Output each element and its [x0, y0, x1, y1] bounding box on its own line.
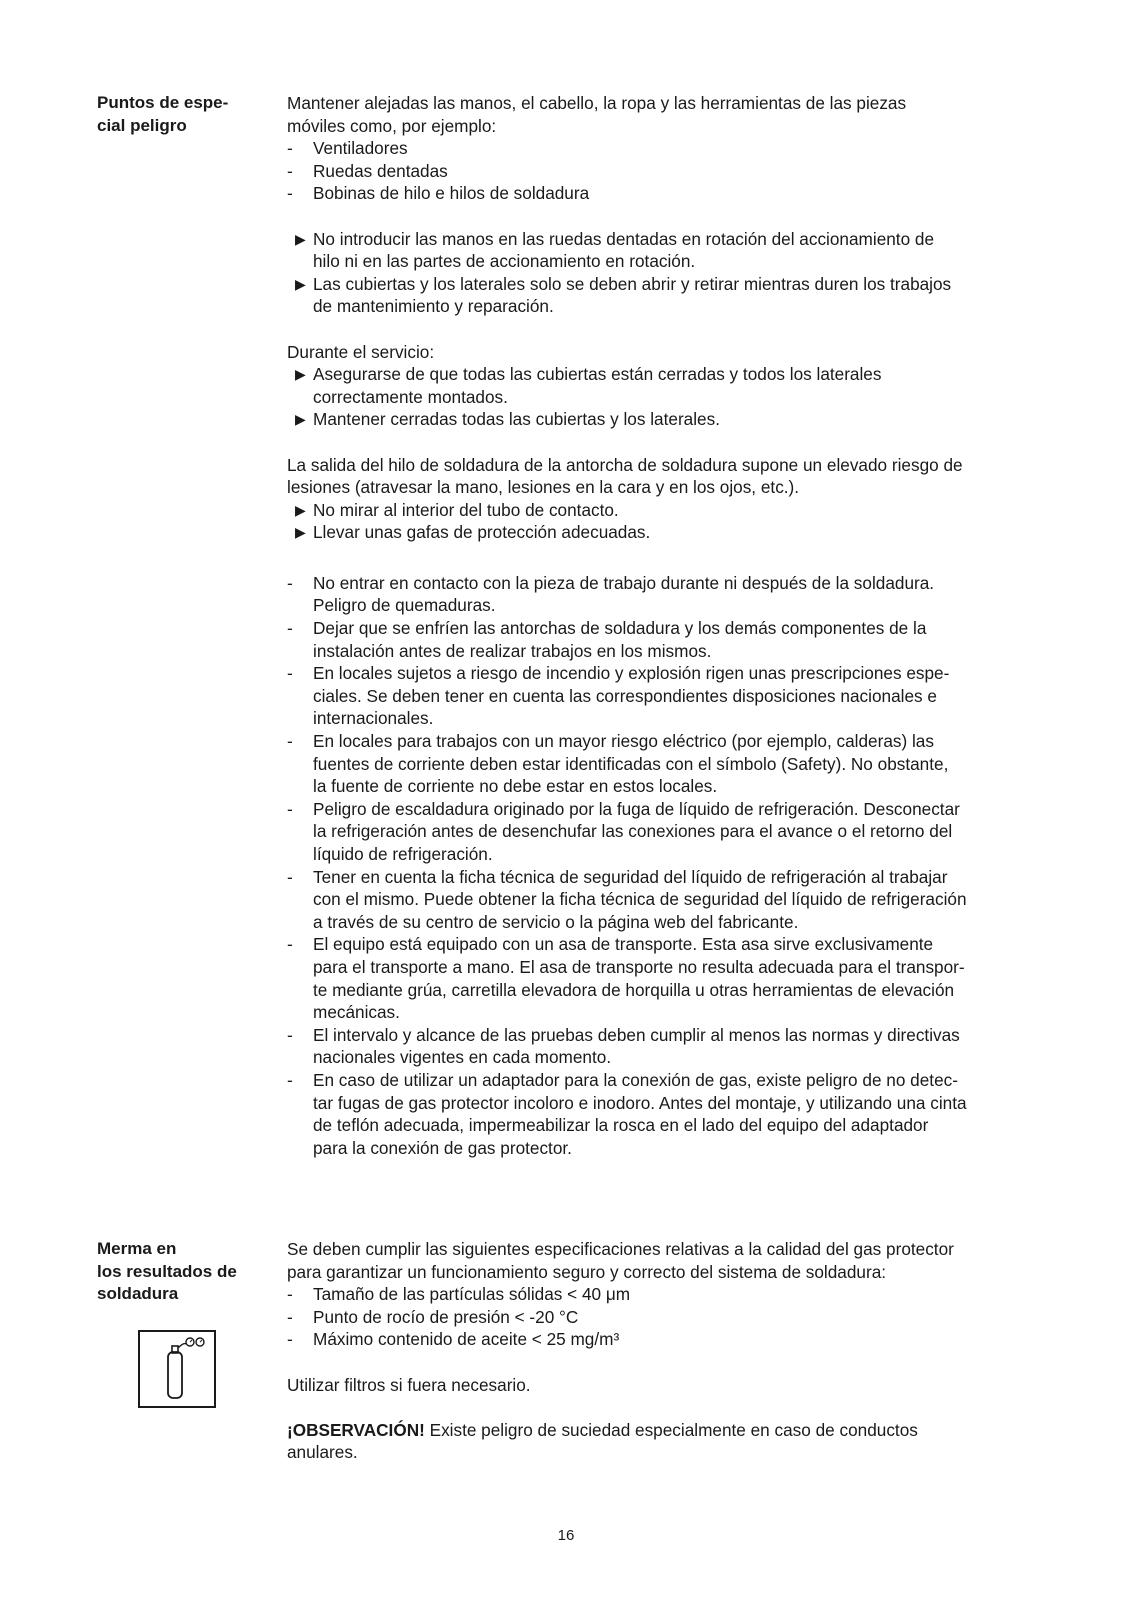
- observation-text: Existe peligro de suciedad especialmente en caso de conductos: [424, 1419, 918, 1440]
- label-line: Merma en: [97, 1239, 177, 1258]
- list-item: [287, 933, 1047, 1023]
- section-label-weld-quality: [97, 1238, 267, 1306]
- list-item-line: fuentes de corriente deben estar identificadas con el símbolo (Safety). No obstante,: [313, 753, 949, 774]
- instruction-line: ▶ Mantener cerradas todas las cubiertas y los laterales.: [313, 409, 720, 430]
- section-weld-quality: [287, 1238, 1047, 1464]
- paragraph-line: Mantener alejadas las manos, el cabello, la ropa y las herramientas de las piezas: [287, 93, 907, 113]
- instruction-item: [287, 499, 1047, 522]
- instruction-line: ▶ Las cubiertas y los laterales solo se deben abrir y retirar mientras duren los trabajos: [313, 273, 952, 294]
- list-item-line: - En caso de utilizar un adaptador para la conexión de gas, existe peligro de no detec-: [313, 1069, 958, 1090]
- list-item: [287, 866, 1047, 934]
- during-service-label: Durante el servicio:: [287, 341, 435, 362]
- list-item-line: - El intervalo y alcance de las pruebas deben cumplir al menos las normas y directivas: [313, 1024, 960, 1045]
- list-item-line: te mediante grúa, carretilla elevadora de horquilla u otras herramientas de elevación: [313, 979, 955, 1000]
- list-item-line: - Peligro de escaldadura originado por la fuga de líquido de refrigeración. Desconectar: [313, 798, 960, 819]
- list-item-line: - En locales sujetos a riesgo de incendio y explosión rigen unas prescripciones espe-: [313, 663, 950, 684]
- section-label-special-danger: [97, 92, 267, 137]
- observation-text: anulares.: [287, 1442, 358, 1463]
- list-item: - Bobinas de hilo e hilos de soldadura: [287, 182, 1047, 205]
- spec-item: - Tamaño de las partículas sólidas < 40 μm: [287, 1283, 1047, 1306]
- instruction-item: [287, 521, 1047, 544]
- instruction-line: correctamente montados.: [313, 386, 508, 407]
- label-line: los resultados de: [97, 1261, 237, 1281]
- list-item-line: - No entrar en contacto con la pieza de trabajo durante ni después de la soldadura.: [313, 572, 935, 593]
- list-item-line: a través de su centro de servicio o la página web del fabricante.: [313, 911, 799, 932]
- spec-item: - Máximo contenido de aceite < 25 mg/m³: [287, 1328, 1047, 1351]
- list-item: - Ventiladores: [287, 137, 1047, 160]
- list-item-line: para la conexión de gas protector.: [313, 1137, 572, 1158]
- list-item: - Ruedas dentadas: [287, 160, 1047, 183]
- instruction-line: ▶ Llevar unas gafas de protección adecuadas.: [313, 522, 651, 543]
- list-item-line: tar fugas de gas protector incoloro e inodoro. Antes del montaje, y utilizando una cinta: [313, 1092, 967, 1113]
- list-item-line: - En locales para trabajos con un mayor riesgo eléctrico (por ejemplo, calderas) las: [313, 731, 934, 752]
- paragraph-line: móviles como, por ejemplo:: [287, 115, 497, 136]
- list-item-line: - Tener en cuenta la ficha técnica de seguridad del líquido de refrigeración al trabajar: [313, 866, 948, 887]
- instruction-line: ▶ No mirar al interior del tubo de contacto.: [313, 499, 619, 520]
- label-line: cial peligro: [97, 115, 187, 135]
- list-item-line: de teflón adecuada, impermeabilizar la rosca en el lado del equipo del adaptador: [313, 1115, 929, 1136]
- list-item: [287, 798, 1047, 866]
- page-number: 16: [557, 1527, 575, 1544]
- spec-item: - Punto de rocío de presión < -20 °C: [287, 1306, 1047, 1329]
- instruction-line: hilo ni en las partes de accionamiento en rotación.: [313, 251, 696, 272]
- instruction-line: de mantenimiento y reparación.: [313, 296, 554, 317]
- list-item-line: instalación antes de realizar trabajos en los mismos.: [313, 640, 712, 661]
- section-special-danger: [287, 92, 1047, 1159]
- list-item-line: ciales. Se deben tener en cuenta las correspondientes disposiciones nacionales e: [313, 685, 937, 706]
- observation-label: ¡OBSERVACIÓN!: [287, 1419, 425, 1440]
- instruction-line: ▶ No introducir las manos en las ruedas dentadas en rotación del accionamiento de: [313, 228, 935, 249]
- label-line: Puntos de espe-: [97, 93, 229, 112]
- list-item-line: líquido de refrigeración.: [313, 844, 493, 864]
- observation-note: [287, 1419, 1047, 1442]
- instruction-item: [287, 228, 1047, 273]
- paragraph-line: Se deben cumplir las siguientes especificaciones relativas a la calidad del gas protector: [287, 1239, 954, 1259]
- list-item: [287, 572, 1047, 617]
- list-item-line: - El equipo está equipado con un asa de transporte. Esta asa sirve exclusivamente: [313, 934, 934, 955]
- list-item-line: - Dejar que se enfríen las antorchas de soldadura y los demás componentes de la: [313, 618, 927, 639]
- list-item-line: nacionales vigentes en cada momento.: [313, 1047, 612, 1068]
- list-item-line: mecánicas.: [313, 1002, 400, 1023]
- filters-note: Utilizar filtros si fuera necesario.: [287, 1374, 531, 1395]
- paragraph-line: La salida del hilo de soldadura de la antorcha de soldadura supone un elevado riesgo de: [287, 454, 963, 475]
- list-item: [287, 1069, 1047, 1159]
- list-item-line: internacionales.: [313, 708, 434, 729]
- instruction-item: [287, 363, 1047, 408]
- instruction-item: [287, 273, 1047, 318]
- list-item-line: para el transporte a mano. El asa de transporte no resulta adecuada para el transpor-: [313, 956, 965, 977]
- label-line: soldadura: [97, 1284, 179, 1303]
- paragraph-line: para garantizar un funcionamiento seguro y correcto del sistema de soldadura:: [287, 1261, 887, 1282]
- list-item-line: la fuente de corriente no debe estar en estos locales.: [313, 776, 718, 797]
- list-item-line: Peligro de quemaduras.: [313, 595, 496, 616]
- list-item: [287, 617, 1047, 662]
- instruction-line: ▶ Asegurarse de que todas las cubiertas están cerradas y todos los laterales: [313, 364, 882, 385]
- list-item-line: la refrigeración antes de desenchufar las conexiones para el avance o el retorno del: [313, 821, 953, 842]
- list-item-line: con el mismo. Puede obtener la ficha técnica de seguridad del líquido de refrigeración: [313, 889, 967, 910]
- list-item: [287, 1024, 1047, 1069]
- paragraph-line: lesiones (atravesar la mano, lesiones en la cara y en los ojos, etc.).: [287, 477, 800, 498]
- list-item: [287, 662, 1047, 730]
- gas-cylinder-icon: [138, 1330, 216, 1408]
- instruction-item: [287, 408, 1047, 431]
- list-item: [287, 730, 1047, 798]
